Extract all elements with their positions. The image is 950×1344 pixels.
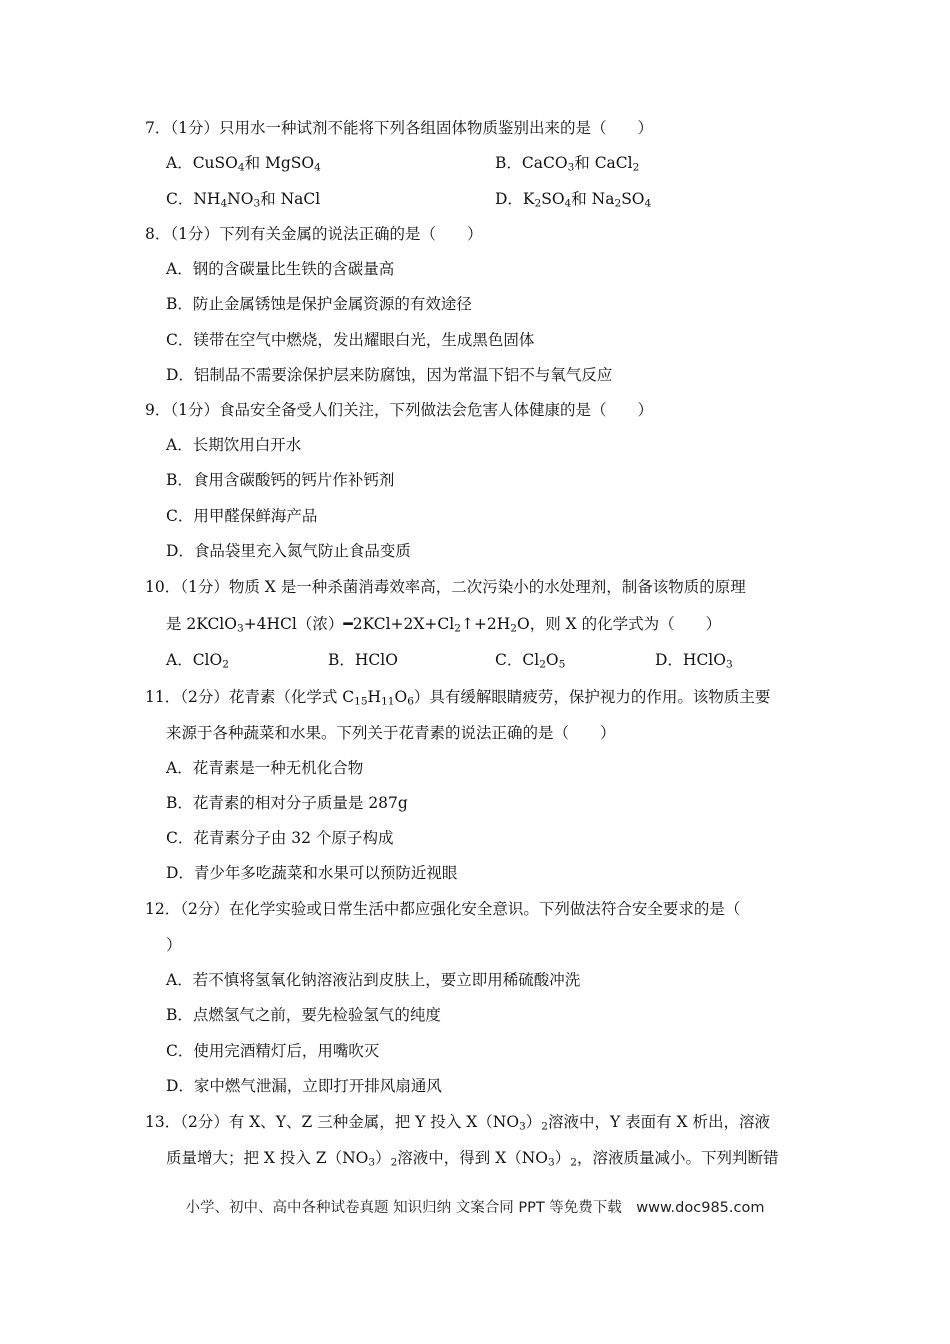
q7-stem: 7．（1分）只用水一种试剂不能将下列各组固体物质鉴别出来的是（ ）	[145, 119, 653, 137]
q12-option-a: A．若不慎将氢氧化钠溶液沾到皮肤上，要立即用稀硫酸冲洗	[166, 971, 581, 989]
q7-option-b: B．CaCO$_3$和 CaCl$_2$	[495, 154, 640, 174]
q10-option-c: C．$Cl_2O_5$	[495, 651, 566, 671]
q7-option-a: A．CuSO$_4$和 MgSO$_4$	[166, 154, 321, 174]
q10-option-d: D．HClO$_3$	[655, 651, 733, 671]
q10-stem: 10．（1分）物质 X 是一种杀菌消毒效率高，二次污染小的水处理剂，制备该物质的原理	[145, 578, 746, 596]
q11-stem-cont: 来源于各种蔬菜和水果。下列关于花青素的说法正确的是（ ）	[166, 724, 616, 742]
q10-stem-cont: 是 2KClO$_3$+4HCl（浓）$━2KCl+2X+Cl_2↑+2H_2O$，则 X 的化学式为（ ）	[166, 615, 722, 635]
q9-option-c: C．用甲醛保鲜海产品	[166, 507, 318, 525]
q12-stem-cont: ）	[166, 936, 182, 954]
q7-option-c: C．$NH_4NO_3$和 NaCl	[166, 190, 321, 210]
q11-option-d: D．青少年多吃蔬菜和水果可以预防近视眼	[166, 864, 458, 882]
q8-option-a: A．钢的含碳量比生铁的含碳量高	[166, 260, 395, 278]
q8-stem: 8．（1分）下列有关金属的说法正确的是（ ）	[145, 225, 483, 243]
q13-stem: 13．（2分）有 X、Y、Z 三种金属，把 Y 投入 $X(NO_3)_2$溶液中，Y 表面有 X 析出，溶液	[145, 1113, 771, 1133]
q12-stem: 12．（2分）在化学实验或日常生活中都应强化安全意识。下列做法符合安全要求的是（	[145, 900, 741, 918]
q10-option-a: A．ClO$_2$	[166, 651, 229, 671]
q8-option-d: D．铝制品不需要涂保护层来防腐蚀，因为常温下铝不与氧气反应	[166, 366, 613, 384]
q8-option-c: C．镁带在空气中燃烧，发出耀眼白光，生成黑色固体	[166, 331, 535, 349]
page-footer: 小学、初中、高中各种试卷真题 知识归纳 文案合同 PPT 等免费下载 www.doc985.com	[185, 1200, 765, 1216]
q8-option-b: B．防止金属锈蚀是保护金属资源的有效途径	[166, 295, 472, 313]
q11-option-a: A．花青素是一种无机化合物	[166, 759, 364, 777]
q12-option-b: B．点燃氢气之前，要先检验氢气的纯度	[166, 1006, 441, 1024]
q10-option-b: B．HClO	[328, 651, 398, 669]
q9-stem: 9．（1分）食品安全备受人们关注，下列做法会危害人体健康的是（ ）	[145, 401, 653, 419]
q11-option-c: C．花青素分子由 32 个原子构成	[166, 829, 394, 847]
q9-option-d: D．食品袋里充入氮气防止食品变质	[166, 542, 411, 560]
q11-option-b: B．花青素的相对分子质量是 287g	[166, 794, 408, 812]
q11-stem: 11．（2分）花青素（化学式 $C_{15}H_{11}O_6$）具有缓解眼睛疲劳，保护视力的作用。该物质主要	[145, 688, 771, 708]
q9-option-a: A．长期饮用白开水	[166, 436, 302, 454]
q13-stem-cont: 质量增大；把 X 投入 $Z(NO_3)_2$溶液中，得到 $X(NO_3)_2$，溶液质量减小。下列判断错	[166, 1149, 779, 1169]
q9-option-b: B．食用含碳酸钙的钙片作补钙剂	[166, 471, 395, 489]
q12-option-d: D．家中燃气泄漏，立即打开排风扇通风	[166, 1077, 442, 1095]
q7-option-d: D．$K_2SO_4$和 $Na_2SO_4$	[495, 190, 652, 210]
q12-option-c: C．使用完酒精灯后，用嘴吹灭	[166, 1042, 380, 1060]
